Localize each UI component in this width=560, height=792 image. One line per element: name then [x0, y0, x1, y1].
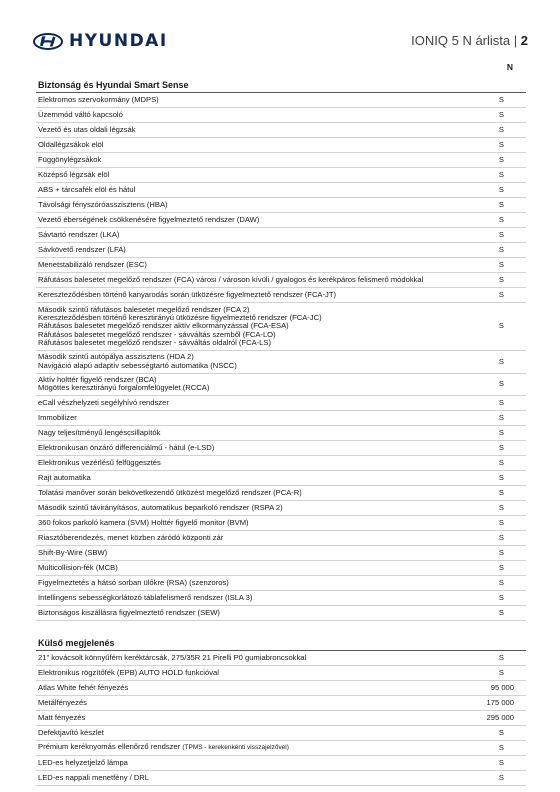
table-row [36, 108, 526, 123]
hyundai-emblem-icon [33, 33, 63, 50]
row-value: S [498, 457, 504, 467]
table-row [36, 273, 526, 288]
table-row [36, 168, 526, 183]
row-value: S [498, 412, 504, 422]
row-value: S [498, 742, 504, 752]
row-value: S [498, 607, 504, 617]
row-label: Rajt automatika [38, 472, 91, 482]
table-row [36, 441, 526, 456]
row-label: eCall vészhelyzeti segélyhívó rendszer [38, 397, 169, 407]
table-row [36, 576, 526, 591]
tpms-note: (TPMS - kerekenkénti visszajelzővel) [182, 744, 289, 752]
row-label: Shift-By-Wire (SBW) [38, 547, 108, 557]
row-value: S [498, 667, 504, 677]
row-label: Üzemmód váltó kapcsoló [38, 109, 123, 119]
row-value: S [498, 532, 504, 542]
row-value: S [498, 169, 504, 179]
table-row [36, 606, 526, 621]
row-label: Elektronikus rögzítőfék (EPB) AUTO HOLD funkcióval [38, 667, 219, 677]
table-row [36, 561, 526, 576]
row-label: Sávtartó rendszer (LKA) [38, 229, 120, 239]
row-label: Figyelmeztetés a hátsó sorban ülőkre (RSA) (szenzoros) [38, 577, 229, 587]
section-title-safety: Biztonság és Hyundai Smart Sense [36, 79, 526, 93]
table-row [36, 213, 526, 228]
row-value: S [498, 321, 504, 331]
section-title-exterior: Külső megjelenés [36, 637, 526, 651]
row-value: S [498, 652, 504, 662]
table-row [36, 711, 526, 726]
row-label: Sávkövető rendszer (LFA) [38, 244, 126, 254]
document-title [411, 33, 528, 48]
table-row [36, 501, 526, 516]
row-label: Multicollision-fék (MCB) [38, 562, 118, 572]
row-value: S [498, 289, 504, 299]
row-label: Távolsági fényszóróasszisztens (HBA) [38, 199, 168, 209]
row-label: LED-es nappali menetfény / DRL [38, 772, 150, 782]
row-label: Ráfutásos balesetet megelőző rendszer (FCA) városi / városon kívüli / gyalogos és kerékpáros felismerő módokkal [38, 274, 424, 284]
table-row [36, 666, 526, 681]
row-label-line: Navigáció alapú adaptív sebességtartó automatika (NSCC) [38, 360, 237, 370]
row-label: Menetstabilizáló rendszer (ESC) [38, 259, 147, 269]
brand-wordmark: HYUNDAI [69, 31, 168, 51]
row-value: S [498, 727, 504, 737]
table-row [36, 741, 526, 756]
table-row [36, 486, 526, 501]
row-value: S [498, 259, 504, 269]
row-value: S [498, 109, 504, 119]
table-row [36, 243, 526, 258]
table-row [36, 396, 526, 411]
table-row [36, 183, 526, 198]
row-label: Elektronikusan önzáró differenciálmű - hátul (e-LSD) [38, 442, 215, 452]
row-label: Intellingens sebességkorlátozó táblafelismerő rendszer (ISLA 3) [38, 592, 253, 602]
table-row [36, 546, 526, 561]
row-value: S [498, 94, 504, 104]
row-value: S [498, 397, 504, 407]
table-row [36, 374, 526, 397]
row-value: S [498, 472, 504, 482]
row-label: 360 fokos parkoló kamera (SVM) Holttér figyelő monitor (BVM) [38, 517, 249, 527]
row-value: S [498, 244, 504, 254]
row-value: S [498, 274, 504, 284]
row-value: S [498, 379, 504, 389]
row-value: S [498, 427, 504, 437]
table-row [36, 591, 526, 606]
row-label: ABS + tárcsafék elöl és hátul [38, 184, 136, 194]
model-price-list-title: IONIQ 5 N árlista [411, 33, 511, 48]
row-value: S [498, 154, 504, 164]
row-label: Defektjavító készlet [38, 727, 104, 737]
row-value: S [498, 214, 504, 224]
row-label: Atlas White fehér fényezés [38, 682, 129, 692]
table-row [36, 516, 526, 531]
table-row [36, 228, 526, 243]
table-row [36, 411, 526, 426]
tpms-label: Prémium keréknyomás ellenőrző rendszer [38, 742, 181, 752]
row-value: 175 000 [486, 697, 514, 707]
row-label: Nagy teljesítményű lengéscsillapítók [38, 427, 161, 437]
row-value: S [498, 356, 504, 366]
row-label [36, 741, 444, 754]
table-row [36, 138, 526, 153]
row-label-line: Második szintű ráfutásos balesetet megelőző rendszer (FCA 2) [38, 304, 250, 314]
row-label: Immobilizer [38, 412, 77, 422]
row-label [36, 304, 444, 349]
row-label-line: Ráfutásos balesetet megelőző rendszer aktív elkormányzással (FCA-ESA) [38, 321, 289, 331]
row-label: Elektromos szervokormány (MDPS) [38, 94, 159, 104]
table-row [36, 771, 526, 786]
column-header-n: N [506, 62, 513, 72]
row-label: Függönylégzsákok [38, 154, 102, 164]
table-row [36, 471, 526, 486]
table-row [36, 531, 526, 546]
table-row [36, 651, 526, 666]
page-header [0, 0, 560, 62]
table-row [36, 426, 526, 441]
row-value: S [498, 442, 504, 452]
row-value: S [498, 229, 504, 239]
table-row [36, 726, 526, 741]
row-value: 295 000 [486, 712, 514, 722]
table-row [36, 756, 526, 771]
row-label: Vezető éberségének csökkenésére figyelmeztető rendszer (DAW) [38, 214, 260, 224]
row-label [36, 351, 444, 372]
row-value: S [498, 757, 504, 767]
row-value: S [498, 139, 504, 149]
table-row [36, 123, 526, 138]
row-value: 95 000 [490, 682, 514, 692]
row-value: S [498, 487, 504, 497]
table-row [36, 681, 526, 696]
row-label: Matt fényezés [38, 712, 86, 722]
row-value: S [498, 547, 504, 557]
hyundai-logo [33, 31, 168, 51]
table-row [36, 456, 526, 471]
table-row [36, 258, 526, 273]
table-row [36, 303, 526, 351]
row-label-line: Ráfutásos balesetet megelőző rendszer - sávváltás oldalról (FCA-LS) [38, 337, 271, 347]
price-list-table [36, 62, 526, 786]
row-label: 21" kovácsolt könnyűfém keréktárcsák, 275/35R 21 Pirelli P0 gumiabroncsokkal [38, 652, 307, 662]
row-label-line: Ráfutásos balesetet megelőző rendszer - sávváltás szemből (FCA-LO) [38, 329, 276, 339]
row-label: Kereszteződésben történő kanyarodás során ütközésre figyelmeztető rendszer (FCA-JT) [38, 289, 336, 299]
row-label: LED-es helyzetjelző lámpa [38, 757, 128, 767]
row-value: S [498, 199, 504, 209]
row-label: Középső légzsák elöl [38, 169, 110, 179]
row-value: S [498, 502, 504, 512]
row-value: S [498, 577, 504, 587]
row-label-line: Kereszteződésben történő keresztirányú ütközésre figyelmeztető rendszer (FCA-JC) [38, 313, 322, 323]
table-row [36, 696, 526, 711]
row-value: S [498, 184, 504, 194]
row-label: Második szintű távirányításos, automatikus beparkoló rendszer (RSPA 2) [38, 502, 283, 512]
row-label-line: Aktív holttér figyelő rendszer (BCA) [38, 374, 157, 384]
row-label [36, 374, 444, 395]
row-value: S [498, 517, 504, 527]
row-label: Tolatási manőver során bekövetkezendő ütközést megelőző rendszer (PCA-R) [38, 487, 302, 497]
row-label: Metálfényezés [38, 697, 87, 707]
row-value: S [498, 124, 504, 134]
table-row [36, 351, 526, 374]
row-value: S [498, 592, 504, 602]
row-label: Elektronikus vezérlésű felfüggesztés [38, 457, 161, 467]
row-label: Oldallégzsákok elöl [38, 139, 104, 149]
row-label: Riasztóberendezés, menet közben záródó központi zár [38, 532, 224, 542]
row-label-line: Második szintű autópálya asszisztens (HDA 2) [38, 352, 194, 362]
row-value: S [498, 772, 504, 782]
row-label: Biztonságos kiszállásra figyelmeztető rendszer (SEW) [38, 607, 220, 617]
row-label-line: Mögöttes keresztirányú forgalomfelügyelet (RCCA) [38, 383, 210, 393]
table-row [36, 93, 526, 108]
title-separator: | [513, 33, 518, 48]
table-row [36, 153, 526, 168]
row-label: Vezető és utas oldali légzsák [38, 124, 136, 134]
row-value: S [498, 562, 504, 572]
table-row [36, 288, 526, 303]
table-row [36, 198, 526, 213]
page-number: 2 [520, 33, 528, 48]
